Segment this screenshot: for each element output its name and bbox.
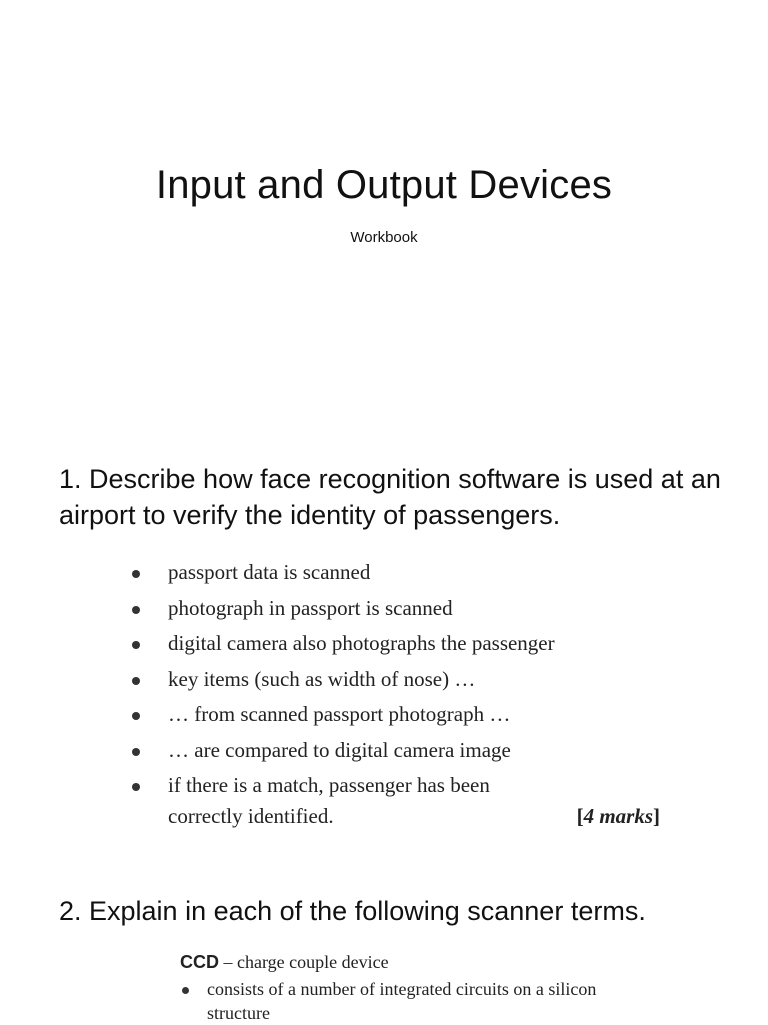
ccd-definition-block xyxy=(180,949,640,1025)
bullet-icon xyxy=(132,712,140,720)
bullet-icon xyxy=(182,987,189,994)
bullet-icon xyxy=(132,570,140,578)
question-1-answer-list xyxy=(128,557,688,832)
marks-bracket-close: ] xyxy=(653,804,660,828)
bullet-icon xyxy=(132,748,140,756)
ccd-definition: – charge couple device xyxy=(219,952,389,972)
answer-text: if there is a match, passenger has been correctly identified. xyxy=(168,773,490,828)
ccd-point xyxy=(180,977,640,1025)
answer-item xyxy=(128,735,688,771)
answer-text: key items (such as width of nose) … xyxy=(168,666,476,691)
answer-item xyxy=(128,557,688,593)
answer-item xyxy=(128,699,688,735)
answer-text: digital camera also photographs the passenger xyxy=(168,631,555,655)
answer-item xyxy=(128,628,688,664)
question-2-prompt: 2. Explain in each of the following scanner terms. xyxy=(59,896,646,926)
answer-item xyxy=(128,664,688,700)
ccd-term: CCD xyxy=(180,952,219,972)
document-title: Input and Output Devices xyxy=(155,163,613,207)
answer-text: … are compared to digital camera image xyxy=(168,737,511,762)
bullet-icon xyxy=(132,677,140,685)
bullet-icon xyxy=(132,606,140,614)
marks-label xyxy=(577,801,660,832)
answer-item xyxy=(128,593,688,629)
bullet-icon xyxy=(132,641,140,649)
marks-bracket-open: [ xyxy=(576,804,584,828)
bullet-icon xyxy=(132,783,140,791)
answer-item xyxy=(128,770,508,832)
document-subtitle: Workbook xyxy=(350,229,418,246)
ccd-point-text: consists of a number of integrated circuits on a silicon structure xyxy=(207,979,597,1023)
answer-text: photograph in passport is scanned xyxy=(168,595,453,620)
ccd-point-list xyxy=(180,977,640,1025)
question-1-prompt: 1. Describe how face recognition software is used at an airport to verify the identity of passengers. xyxy=(59,464,721,530)
ccd-heading xyxy=(180,949,640,975)
marks-value: 4 marks xyxy=(583,804,653,828)
answer-text: passport data is scanned xyxy=(168,560,371,584)
answer-text: … from scanned passport photograph … xyxy=(168,702,511,726)
